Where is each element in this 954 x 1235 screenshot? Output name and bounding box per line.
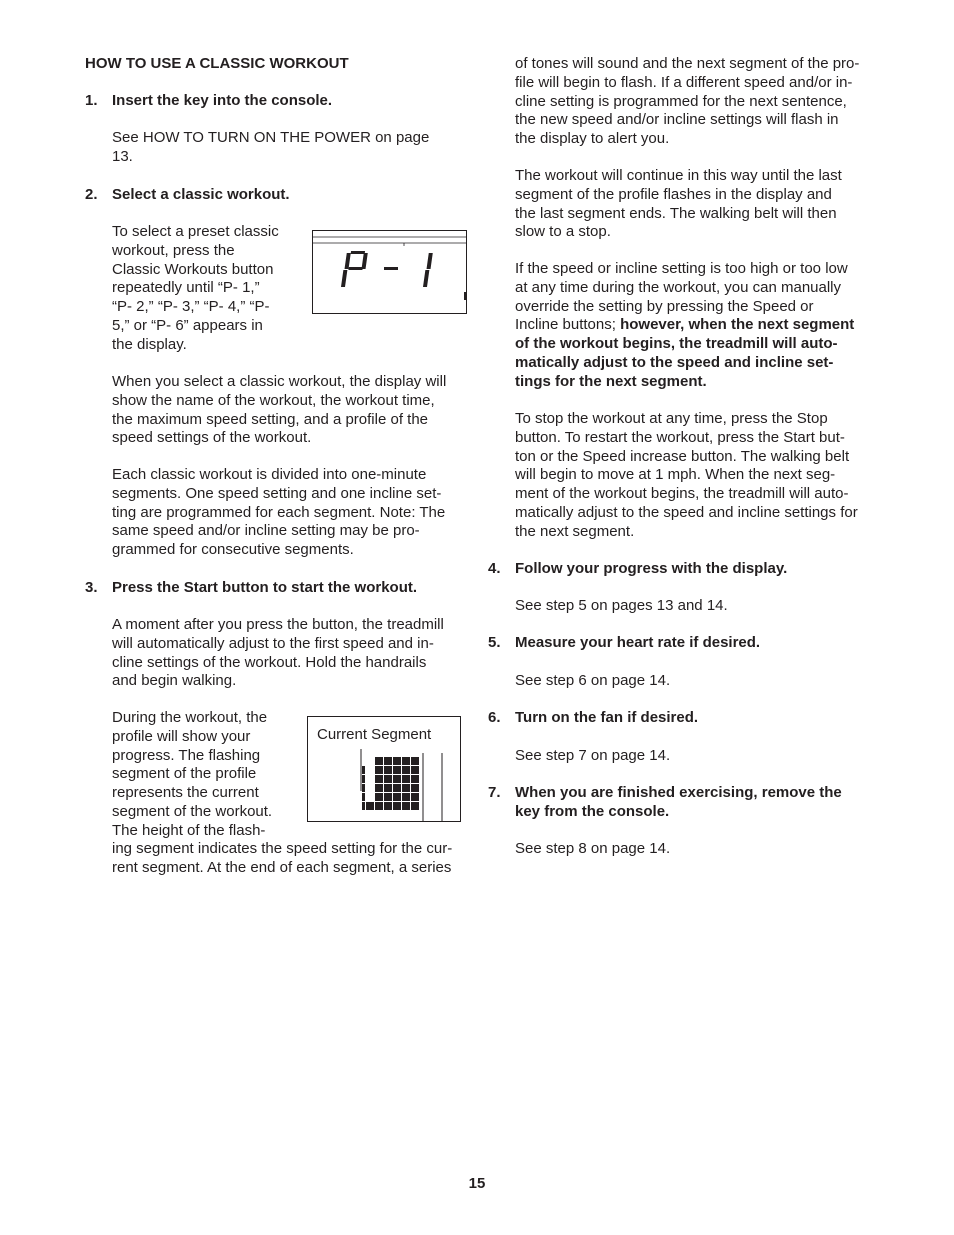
profile-cell [393, 793, 401, 801]
text-line: segments. One speed setting and one incline set- [112, 484, 442, 502]
text-line: workout, press the [112, 241, 235, 259]
profile-cell [411, 793, 419, 801]
text-line: ton or the Speed increase button. The walking belt [515, 447, 850, 465]
profile-cell [411, 784, 419, 792]
text-line: To select a preset classic [112, 223, 279, 240]
step-2-para-2 [112, 373, 464, 448]
text-line: speed settings of the workout. [112, 429, 312, 447]
text-line: of the workout begins, the treadmill will auto- [515, 335, 838, 352]
step-6-heading: Turn on the fan if desired. [515, 709, 699, 726]
profile-cell [402, 793, 410, 801]
text-line: “P- 2,” “P- 3,” “P- 4,” “P- [112, 298, 270, 315]
text-line: will automatically adjust to the first speed and in- [112, 634, 434, 652]
text-line: button. To restart the workout, press the Start but- [515, 428, 845, 446]
step-5-heading: Measure your heart rate if desired. [515, 634, 761, 651]
profile-cell [375, 775, 383, 783]
profile-cell [362, 793, 365, 801]
profile-label: Current Segment [317, 726, 432, 743]
profile-cell [411, 766, 419, 774]
digit-p-glyph [341, 251, 368, 287]
text-line: matically adjust to the speed and incline set- [515, 353, 834, 371]
text-line: tings for the next segment. [515, 372, 707, 390]
text-line: the maximum speed setting, and a profile of the [112, 410, 429, 428]
step-2-wrap-text [112, 223, 302, 354]
right-para-2 [515, 167, 875, 242]
profile-cell [375, 802, 383, 810]
profile-grid [362, 757, 419, 810]
display-figure [312, 230, 467, 314]
right-para-4 [515, 410, 875, 541]
text-line: cline settings of the workout. Hold the handrails [112, 653, 427, 671]
text-line: the display to alert you. [515, 130, 670, 147]
profile-cell [402, 802, 410, 810]
text-line-mixed [515, 316, 875, 335]
step-3-heading: Press the Start button to start the workout. [112, 579, 418, 596]
text-line: ing segment indicates the speed setting for the cur- [112, 840, 453, 857]
step-2-para-3 [112, 466, 464, 560]
text-line: grammed for consecutive segments. [112, 541, 354, 558]
text-line: The workout will continue in this way until the last [515, 167, 842, 184]
profile-cell [375, 766, 383, 774]
profile-cell [375, 757, 383, 765]
text-line: same speed and/or incline setting may be pro- [112, 522, 420, 540]
text-line: segment of the profile [112, 765, 257, 783]
text-line: file will begin to flash. If a different speed and/or in- [515, 73, 853, 91]
text-line: segment of the profile flashes in the display and [515, 185, 832, 203]
text-line: See HOW TO TURN ON THE POWER on page [112, 129, 430, 146]
right-para-1 [515, 55, 875, 149]
profile-cell [393, 802, 401, 810]
step-2-number: 2. [85, 186, 98, 203]
profile-graphic [308, 717, 460, 821]
text-line: ting are programmed for each segment. Note: The [112, 503, 446, 521]
profile-cell [384, 757, 392, 765]
text-line: A moment after you press the button, the treadmill [112, 616, 444, 633]
display-readout-graphic [312, 230, 467, 314]
step-6-text: See step 7 on page 14. [515, 747, 671, 764]
profile-cell [411, 757, 419, 765]
profile-cell [375, 784, 383, 792]
text-line: When you select a classic workout, the display will [112, 373, 447, 390]
page-number: 15 [468, 1175, 486, 1192]
text-line: progress. The flashing [112, 746, 261, 764]
text-line: the display. [112, 335, 187, 353]
step-3-number: 3. [85, 579, 98, 596]
profile-cell [362, 784, 365, 792]
step-4-text: See step 5 on pages 13 and 14. [515, 597, 728, 614]
step-6-number: 6. [488, 709, 501, 726]
profile-cell [411, 775, 419, 783]
dash-glyph [384, 267, 398, 270]
text-line: repeatedly until “P- 1,” [112, 279, 260, 297]
step-7-text: See step 8 on page 14. [515, 840, 671, 857]
text-line: cline setting is programmed for the next sentence, [515, 92, 847, 110]
step-5-number: 5. [488, 634, 501, 651]
text-line: During the workout, the [112, 709, 268, 726]
step-1-text [112, 129, 464, 167]
profile-cell [362, 802, 365, 810]
profile-cell [384, 775, 392, 783]
text-line: will begin to move at 1 mph. When the next seg- [515, 466, 836, 484]
step-3-para-1 [112, 616, 464, 691]
step-1-heading: Insert the key into the console. [112, 92, 333, 109]
profile-cell [402, 775, 410, 783]
step-4-heading: Follow your progress with the display. [515, 560, 788, 577]
step-3-wrap-text [112, 709, 297, 840]
text-line: of tones will sound and the next segment of the pro- [515, 55, 860, 72]
text-line: key from the console. [515, 802, 670, 820]
section-title: HOW TO USE A CLASSIC WORKOUT [85, 55, 349, 72]
text-line: The height of the flash- [112, 821, 266, 839]
text-line: profile will show your [112, 727, 251, 745]
text-line: slow to a stop. [515, 223, 611, 241]
step-1-number: 1. [85, 92, 98, 109]
text-line: the new speed and/or incline settings will flash in [515, 111, 839, 129]
profile-cell [393, 784, 401, 792]
text-line: the next segment. [515, 522, 635, 540]
profile-cell [384, 766, 392, 774]
profile-cell [384, 793, 392, 801]
profile-cell [402, 757, 410, 765]
profile-cell [402, 766, 410, 774]
profile-cell [366, 802, 374, 810]
step-2-heading: Select a classic workout. [112, 186, 290, 203]
text-line: rent segment. At the end of each segment, a series [112, 858, 452, 876]
text-line: and begin walking. [112, 672, 237, 690]
step-5-text: See step 6 on page 14. [515, 672, 671, 689]
text-line: the last segment ends. The walking belt will then [515, 204, 837, 222]
text-line: When you are finished exercising, remove the [515, 784, 842, 801]
profile-cell [402, 784, 410, 792]
profile-cell [375, 793, 383, 801]
text-line: at any time during the workout, you can manually [515, 278, 842, 296]
text-line: If the speed or incline setting is too high or too low [515, 260, 848, 277]
step-7-heading [515, 784, 875, 822]
step-3-full-text [112, 840, 464, 878]
step-7-number: 7. [488, 784, 501, 801]
profile-cell [384, 784, 392, 792]
text-line: Classic Workouts button [112, 260, 274, 278]
profile-cell [393, 766, 401, 774]
profile-figure [307, 716, 461, 822]
text-line: override the setting by pressing the Speed or [515, 297, 814, 315]
text-line: 13. [112, 147, 133, 165]
text-line: To stop the workout at any time, press the Stop [515, 410, 828, 427]
text-line: 5,” or “P- 6” appears in [112, 316, 263, 334]
profile-cell [384, 802, 392, 810]
profile-cell [411, 802, 419, 810]
text-line: segment of the workout. [112, 802, 273, 820]
text-line: show the name of the workout, the workout time, [112, 391, 435, 409]
step-4-number: 4. [488, 560, 501, 577]
text-line: represents the current [112, 784, 259, 801]
right-para-3 [515, 260, 875, 391]
digit-1-glyph [423, 253, 433, 287]
profile-cell [362, 775, 365, 783]
text-line: Each classic workout is divided into one-minute [112, 466, 427, 483]
profile-cell [393, 775, 401, 783]
text-line: ment of the workout begins, the treadmill will auto- [515, 485, 849, 502]
text-plain: Incline buttons; [515, 316, 621, 334]
text-bold: however, when the next segment [620, 316, 855, 334]
profile-cell [393, 757, 401, 765]
text-line: matically adjust to the speed and incline settings for [515, 503, 858, 521]
profile-cell [362, 766, 365, 774]
